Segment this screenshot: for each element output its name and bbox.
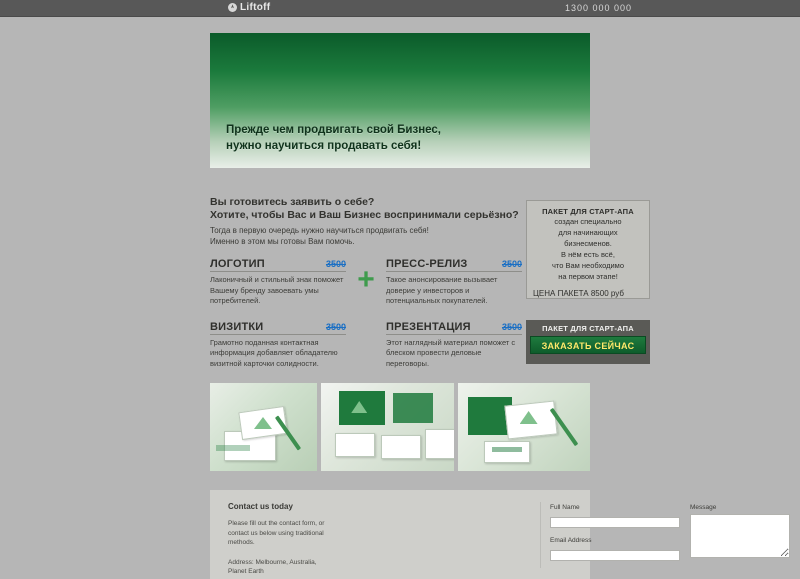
contact-divider	[540, 502, 541, 568]
service-card-description: Такое анонсирование вызывает доверие у инвесторов и потенциальных покупателей.	[386, 275, 498, 305]
service-card-header	[386, 321, 522, 335]
service-card-price: 3500	[501, 321, 522, 332]
mockup-accent	[492, 447, 522, 452]
mockup-card	[484, 441, 530, 463]
contact-title: Contact us today	[228, 502, 293, 511]
contact-intro-line-1: Please fill out the contact form, or	[228, 520, 325, 527]
startup-package-line-4: В нём есть всё,	[561, 250, 615, 259]
order-now-button[interactable]: ЗАКАЗАТЬ СЕЙЧАС	[530, 336, 646, 354]
service-card-press-release[interactable]	[386, 254, 522, 307]
service-card-title: ПРЕЗЕНТАЦИЯ	[386, 320, 471, 333]
plus-icon: +	[357, 263, 375, 297]
service-card-price: 3500	[325, 321, 346, 332]
plus-icon-spacer	[346, 317, 386, 370]
contact-address-line-2: Planet Earth	[228, 568, 264, 575]
service-card-title: ЛОГОТИП	[210, 258, 265, 270]
main-content	[210, 196, 635, 368]
service-card-title: ВИЗИТКИ	[210, 320, 264, 333]
headline-para-1: Тогда в первую очередь нужно научиться продвигать себя!	[210, 226, 429, 235]
headline-line-1: Вы готовитесь заявить о себе?	[210, 196, 375, 208]
startup-package-line-1: создан специально	[554, 217, 622, 226]
portfolio-gallery	[210, 383, 590, 471]
service-card-logo[interactable]	[210, 254, 346, 307]
contact-intro-line-3: methods.	[228, 539, 255, 546]
gallery-image-1[interactable]	[210, 383, 317, 471]
service-card-header	[386, 258, 522, 272]
full-name-input[interactable]	[550, 517, 680, 528]
startup-package-price: ЦЕНА ПАКЕТА 8500 руб	[533, 289, 624, 298]
hero-heading-line-1: Прежде чем продвигать свой Бизнес,	[226, 124, 442, 136]
mockup-accent	[216, 445, 250, 451]
contact-intro-line-2: contact us below using traditional	[228, 529, 324, 537]
service-card-header	[210, 258, 346, 272]
phone-number[interactable]: 1300 000 000	[564, 3, 632, 13]
startup-package-line-3: бизнесменов.	[564, 239, 612, 248]
full-name-label: Full Name	[550, 504, 580, 511]
email-label: Email Address	[550, 537, 592, 544]
startup-package-box	[526, 200, 650, 299]
service-card-title: ПРЕСС-РЕЛИЗ	[386, 258, 468, 270]
mockup-card	[425, 429, 453, 459]
service-card-description: Этот наглядный материал поможет с блеском провести деловые переговоры.	[386, 337, 516, 368]
gallery-image-2[interactable]	[321, 383, 453, 471]
site-logo-text: Liftoff	[240, 2, 271, 13]
service-cards	[210, 254, 522, 369]
cta-box	[526, 320, 650, 364]
hero-banner	[210, 33, 590, 168]
service-card-header	[210, 321, 346, 335]
rocket-icon	[228, 3, 237, 12]
startup-package-line-6: на первом этапе!	[558, 272, 618, 281]
top-bar	[0, 0, 800, 17]
contact-address-line-1: Address: Melbourne, Australia,	[228, 558, 317, 566]
email-input[interactable]	[550, 550, 680, 561]
cta-title: ПАКЕТ ДЛЯ СТАРТ-АПА	[542, 324, 634, 333]
service-card-row-bottom	[210, 317, 522, 370]
service-card-row-top	[210, 254, 522, 307]
message-label: Message	[690, 504, 717, 511]
mockup-card	[381, 435, 421, 459]
mockup-folder	[393, 393, 433, 423]
hero-heading-line-2: нужно научиться продавать себя!	[226, 140, 422, 152]
headline-para-2: Именно в этом мы готовы Вам помочь.	[210, 237, 355, 246]
startup-package-title: ПАКЕТ ДЛЯ СТАРТ-АПА	[542, 207, 634, 216]
site-logo[interactable]	[228, 2, 270, 13]
contact-info	[228, 502, 338, 577]
contact-message-column	[690, 504, 790, 563]
cards-spacer	[210, 307, 522, 317]
startup-package-line-5: что Вам необходимо	[551, 261, 625, 270]
contact-section	[210, 490, 717, 579]
service-card-description: Грамотно поданная контактная информация добавляет обладателю визитной карточки солидности.	[210, 337, 338, 368]
service-card-price: 3500	[501, 259, 522, 269]
service-card-description: Лаконичный и стильный знак поможет Вашему бренду завоевать умы потребителей.	[210, 275, 344, 305]
message-textarea[interactable]	[690, 514, 790, 558]
contact-intro	[228, 519, 338, 548]
mockup-card	[335, 433, 375, 457]
service-card-price: 3500	[325, 259, 346, 269]
service-card-business-cards[interactable]	[210, 317, 346, 370]
contact-address	[228, 558, 338, 577]
contact-form-fields	[550, 504, 680, 570]
hero-heading	[226, 122, 441, 154]
startup-package-line-2: для начинающих	[558, 228, 618, 237]
gallery-image-3[interactable]	[458, 383, 590, 471]
headline-line-2: Хотите, чтобы Вас и Ваш Бизнес воспринимали серьёзно?	[210, 209, 519, 221]
service-card-presentation[interactable]	[386, 317, 522, 370]
